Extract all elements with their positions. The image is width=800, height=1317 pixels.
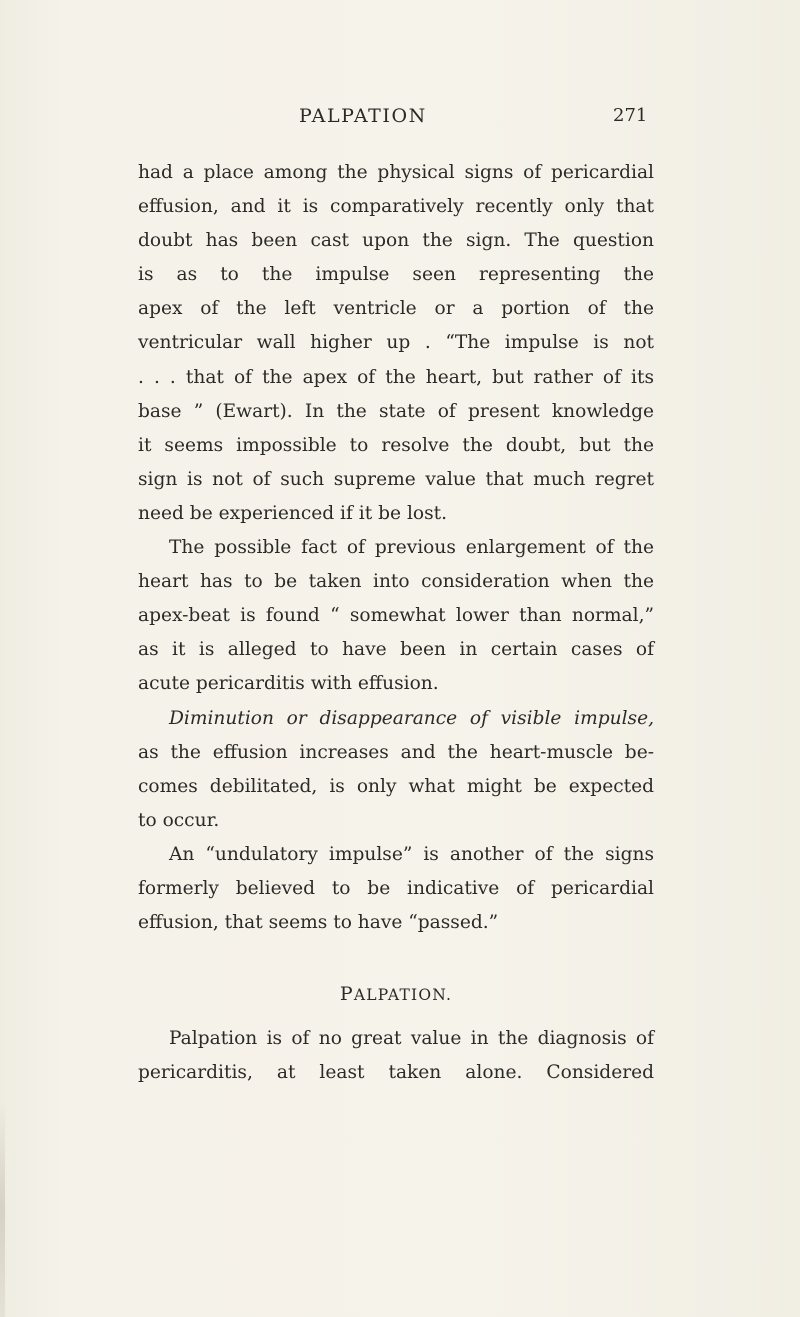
- paragraph-1: [138, 156, 654, 531]
- text-line: ventricular wall higher up . “The impulse is not: [138, 332, 654, 354]
- text-line: [138, 702, 654, 736]
- body-text: [138, 156, 654, 1090]
- italic-lead: Diminution or disappearance of visible impulse,: [169, 707, 654, 729]
- text-line: An “undulatory impulse” is another of the signs: [169, 843, 654, 865]
- page-number: 271: [613, 105, 648, 126]
- text-line: it seems impossible to resolve the doubt, but the: [138, 434, 654, 456]
- text-line: heart has to be taken into consideration when the: [138, 571, 654, 593]
- text-line: to occur.: [138, 809, 220, 831]
- paragraph-2: [138, 531, 654, 701]
- text-line: comes debilitated, is only what might be expected: [138, 775, 654, 797]
- paragraph-4: [138, 838, 654, 940]
- text-line: effusion, that seems to have “passed.”: [138, 912, 499, 934]
- text-line: . . . that of the apex of the heart, but rather of its: [138, 366, 654, 388]
- page-edge-shadow: [0, 1100, 5, 1317]
- section-heading-initial: P: [339, 983, 354, 1006]
- text-line: pericarditis, at least taken alone. Considered: [138, 1062, 654, 1084]
- text-line: formerly believed to be indicative of pericardial: [138, 877, 654, 899]
- text-line: base ” (Ewart). In the state of present knowledge: [138, 400, 654, 422]
- text-line: need be experienced if it be lost.: [138, 502, 448, 524]
- running-title: PALPATION: [299, 105, 427, 127]
- text-line: apex of the left ventricle or a portion of the: [138, 298, 654, 320]
- text-line: sign is not of such supreme value that much regret: [138, 468, 654, 490]
- text-line: had a place among the physical signs of pericardial: [138, 162, 654, 183]
- paragraph-5: [138, 1022, 654, 1090]
- text-line: as the effusion increases and the heart-muscle be-: [138, 741, 654, 763]
- text-line: apex-beat is found “ somewhat lower than normal,”: [138, 605, 654, 627]
- text-line: The possible fact of previous enlargement of the: [169, 537, 654, 559]
- running-header: [0, 104, 800, 134]
- text-line: effusion, and it is comparatively recently only that: [138, 196, 654, 218]
- text-line: doubt has been cast upon the sign. The question: [138, 230, 654, 252]
- text-line: as it is alleged to have been in certain cases of: [138, 639, 654, 661]
- section-heading: [138, 966, 654, 1022]
- text-line: Palpation is of no great value in the diagnosis of: [169, 1028, 654, 1050]
- paragraph-3: [138, 702, 654, 838]
- text-line: is as to the impulse seen representing the: [138, 264, 654, 286]
- section-heading-rest: ALPATION.: [353, 986, 453, 1005]
- text-line: acute pericarditis with effusion.: [138, 673, 439, 695]
